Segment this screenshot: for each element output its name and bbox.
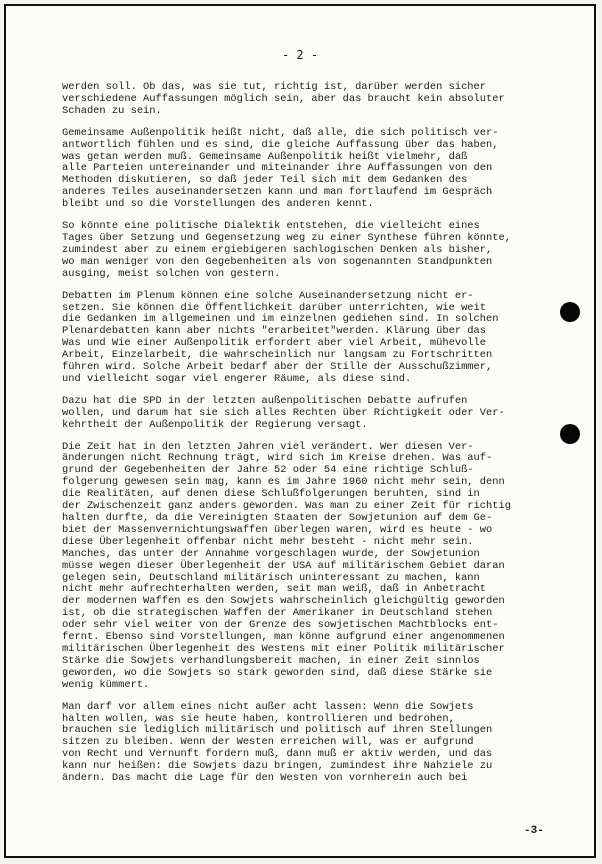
text-line: Manches, das unter der Annahme vorgeschlagen wurde, der Sowjetunion [62,547,480,560]
text-line: alle Parteien untereinander und miteinander ihre Auffassungen von den [62,162,493,175]
text-line: setzen. Sie können die Öffentlichkeit darüber unterrichten, wie weit [62,301,487,314]
text-line: Arbeit, Einzelarbeit, die wahrscheinlich nur langsam zu Fortschritten [62,349,493,362]
document-page [4,4,596,858]
text-line: werden soll. Ob das, was sie tut, richtig ist, darüber werden sicher [62,81,487,93]
text-line: antwortlich fühlen und es sind, die gleiche Auffassung über das haben, [62,138,499,151]
text-line: Die Zeit hat in den letzten Jahren viel verändert. Wer diesen Ver- [62,440,474,453]
text-line: Dazu hat die SPD in der letzten außenpolitischen Debatte aufrufen [62,394,468,407]
text-line: von Recht und Vernunft fordern muß, dann muß er aktiv werden, und das [62,748,493,761]
text-line: wenig kümmert. [62,678,150,691]
text-line: Tages über Setzung und Gegensetzung weg zu einer Synthese führen könnte, [62,231,511,244]
text-line: diese Überlegenheit offenbar nicht mehr besteht - nicht mehr sein. [62,535,474,548]
text-line: die Realitäten, auf denen diese Schlußfolgerungen beruhten, sind in [62,488,480,501]
text-line: So könnte eine politische Dialektik entstehen, die vielleicht eines [62,220,480,233]
catchword: -3- [524,825,544,837]
text-line: ausging, meist solchen von gestern. [62,267,281,280]
text-line: wo man weniger von den Gegebenheiten als von sogenannten Standpunkten [62,255,493,268]
text-line: was getan werden muß. Gemeinsame Außenpolitik heißt vielmehr, daß [62,150,468,163]
paragraph [62,396,562,432]
text-line: fernt. Ebenso sind Vorstellungen, man könne aufgrund einer angenommenen [62,631,505,644]
text-line: geworden, wo die Sowjets so stark geworden sind, daß diese Stärke sie [62,666,493,679]
text-line: der Zwischenzeit ganz anders geworden. Was man zu einer Zeit für richtig [62,500,511,513]
text-line: ist, ob die strategischen Waffen der Amerikaner in Deutschland stehen [62,607,493,620]
text-line: die Gedanken im allgemeinen und im einzelnen gediehen sind. In solchen [62,313,499,326]
text-line: anderes Teiles auseinandersetzen kann und man fortlaufend im Gespräch [62,186,493,199]
page-number: - 2 - [281,48,319,62]
text-line: biet der Massenvernichtungswaffen überlegen waren, wird es heute - wo [62,523,493,536]
text-line: Plenardebatten kann aber nichts "erarbeitet"werden. Klärung über das [62,325,487,338]
paragraph [62,291,562,386]
text-line: oder sehr viel weiter von der Grenze des sowjetischen Machtblocks ent- [62,619,499,632]
text-line: und vielleicht sogar viel engerer Räume, als diese sind. [62,372,412,385]
text-line: sitzen zu bleiben. Wenn der Westen erreichen will, was er aufgrund [62,736,474,749]
text-line: Methoden diskutieren, so daß jeder Teil sich mit dem Gedanken des [62,174,468,187]
punch-hole-icon [560,302,580,322]
text-line: bleibt und so die Vorstellungen des anderen kennt. [62,198,374,211]
text-line: Man darf vor allem eines nicht außer acht lassen: Wenn die Sowjets [62,700,474,713]
text-line: militärischen Überlegenheit des Westens mit einer Politik militärischer [62,642,505,655]
text-line: Stärke die Sowjets verhandlungsbereit machen, in einer Zeit sinnlos [62,654,480,667]
text-line: zumindest aber zu einem ergiebigeren sachlogischen Denken als bisher, [62,243,493,256]
text-line: führen wird. Solche Arbeit bedarf aber der Stille der Ausschußzimmer, [62,361,493,374]
text-line: nicht mehr aufrechterhalten werden, seit man weiß, daß in Anbetracht [62,583,487,596]
document-body [62,82,562,795]
text-line: brauchen sie lediglich militärisch und politisch auf ihren Stellungen [62,724,493,737]
text-line: ändern. Das macht die Lage für den Westen von vornherein auch bei [62,772,468,785]
paragraph [62,442,562,692]
text-line: Was und Wie einer Außenpolitik erfordert aber viel Arbeit, mühevolle [62,337,487,350]
text-line: der modernen Waffen es den Sowjets wahrscheinlich gleichgültig geworden [62,595,505,608]
paragraph [62,82,562,118]
text-line: gelegen sein, Deutschland militärisch uninteressant zu machen, kann [62,571,480,584]
text-line: Gemeinsame Außenpolitik heißt nicht, daß alle, die sich politisch ver- [62,126,499,139]
text-line: kann nur heißen: die Sowjets dazu bringen, zumindest ihre Nahziele zu [62,760,493,773]
paragraph [62,221,562,281]
text-line: wollen, und darum hat sie sich alles Rechten über Richtigkeit oder Ver- [62,406,505,419]
text-line: halten wollen, was sie heute haben, kontrollieren und bedrohen, [62,712,455,725]
paragraph [62,702,562,785]
text-line: folgerung gewesen sein mag, kann es im Jahre 1960 nicht mehr sein, denn [62,476,505,489]
text-line: grund der Gegebenheiten der Jahre 52 oder 54 eine richtige Schluß- [62,464,474,477]
text-line: Schaden zu sein. [62,104,162,117]
paragraph [62,128,562,211]
text-line: müsse wegen dieser Überlegenheit der USA auf militärischem Gebiet daran [62,559,505,572]
text-line: Debatten im Plenum können eine solche Auseinandersetzung nicht er- [62,289,474,302]
text-line: verschiedene Auffassungen möglich sein, aber das braucht kein absoluter [62,92,505,105]
text-line: kehrtheit der Außenpolitik der Regierung versagt. [62,418,368,431]
text-line: halten durfte, da die Vereinigten Staaten der Sowjetunion auf dem Ge- [62,512,493,524]
text-line: änderungen nicht Rechnung trägt, wird sich im Kreise drehen. Was auf- [62,452,493,465]
punch-hole-icon [560,424,580,444]
